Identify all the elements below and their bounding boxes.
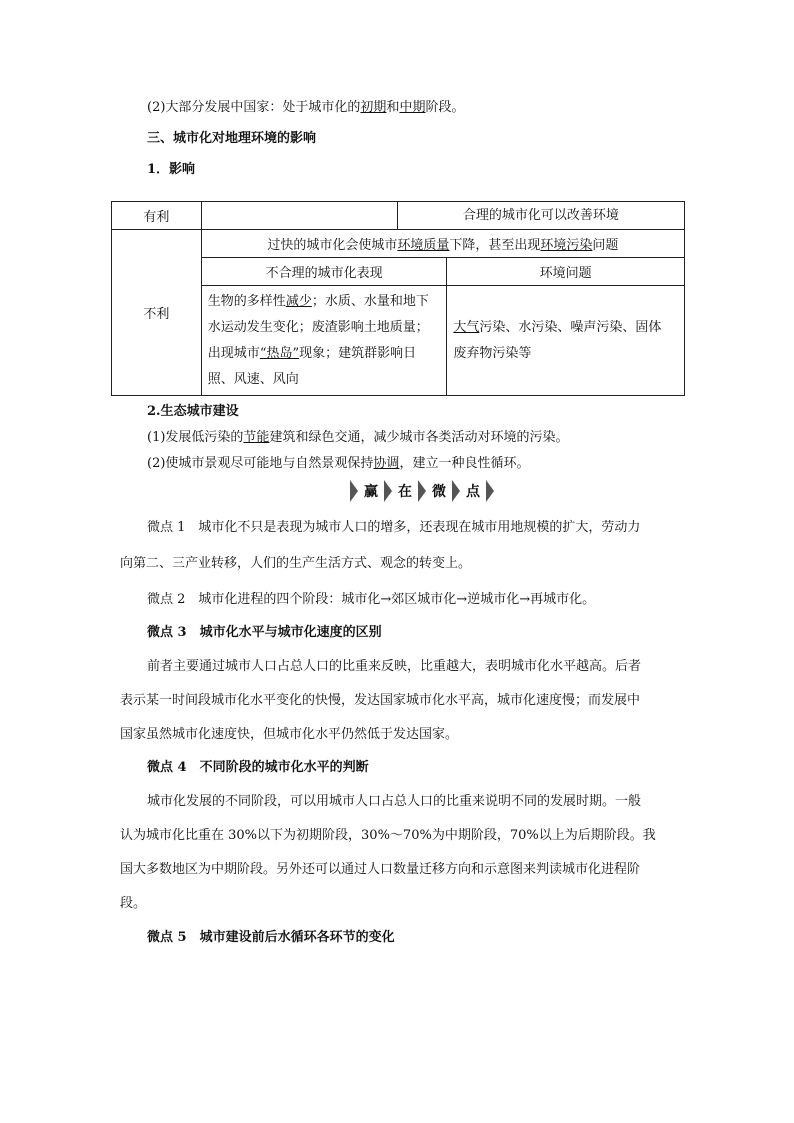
col-header-left: 不合理的城市化表现 <box>201 258 447 286</box>
col-header-right: 环境问题 <box>447 258 685 286</box>
text: (2)使城市景观尽可能地与自然景观保持 <box>147 456 374 471</box>
sub2-item2 <box>147 452 529 471</box>
banner-char: 微 <box>432 484 446 500</box>
point2: 微点 2 城市化进程的四个阶段：城市化→郊区城市化→逆城市化→再城市化。 <box>147 592 596 607</box>
banner-char: 点 <box>466 484 480 500</box>
point3-line2: 表示某一时间段城市化水平变化的快慢，发达国家城市化水平高，城市化速度慢；而发展中 <box>120 693 641 708</box>
text: 污染、水污染、噪声污染、固体 <box>479 319 662 335</box>
good-value: 合理的城市化可以改善环境 <box>462 208 619 223</box>
section3-heading: 三、城市化对地理环境的影响 <box>147 131 317 146</box>
chevron-icon <box>384 480 392 502</box>
point1-line2: 向第二、三产业转移，人们的生产生活方式、观念的转变上。 <box>120 556 472 571</box>
left-detail-cell <box>201 286 447 396</box>
text: 水运动发生变化；废渣影响土地质量； <box>207 319 429 335</box>
text: (1)发展低污染的 <box>147 430 244 445</box>
text: 阶段。 <box>425 100 465 115</box>
point4-line3: 国大多数地区为中期阶段。另外还可以通过人口数量迁移方向和示意图来判读城市化进程阶 <box>120 862 641 877</box>
text: ，建立一种良性循环。 <box>399 456 530 471</box>
section-banner <box>350 478 494 504</box>
point4-line4: 段。 <box>120 896 147 911</box>
table-row-good <box>112 202 685 230</box>
point3-line1: 前者主要通过城市人口占总人口的比重来反映，比重越大，表明城市化水平越高。后者 <box>147 659 642 674</box>
chevron-icon <box>350 480 358 502</box>
text: 出现城市 <box>207 345 260 361</box>
underlined-term: 大气 <box>453 319 480 335</box>
text: ；水质、水量和地下 <box>311 293 429 309</box>
impact-table <box>111 201 685 396</box>
point4-title: 微点 4 不同阶段的城市化水平的判断 <box>147 760 369 775</box>
text: (2)大部分发展中国家：处于城市化的 <box>147 100 361 115</box>
row-label-bad: 不利 <box>112 230 202 396</box>
point4-line2: 认为城市化比重在 30%以下为初期阶段，30%～70%为中期阶段，70%以上为后期阶段。我 <box>120 828 656 843</box>
underlined-term: 减少 <box>285 293 312 309</box>
underlined-term: 中期 <box>399 100 426 115</box>
banner-char: 在 <box>398 484 412 500</box>
text: 下降，甚至出现 <box>449 238 541 253</box>
underlined-term: 协调 <box>373 456 400 471</box>
good-value-cell <box>201 202 684 230</box>
text: 问题 <box>592 238 619 253</box>
subsection1-heading: 1．影响 <box>147 162 196 177</box>
underlined-term: 初期 <box>360 100 387 115</box>
sub2-item1 <box>147 426 568 445</box>
text: 生物的多样性 <box>207 293 286 309</box>
text: 废弃物污染等 <box>453 345 532 361</box>
underlined-term: “热岛” <box>259 345 300 361</box>
banner-char: 赢 <box>364 484 378 500</box>
point3-line3: 国家虽然城市化速度快，但城市化水平仍然低于发达国家。 <box>120 727 459 742</box>
chevron-icon <box>486 480 494 502</box>
point3-title: 微点 3 城市化水平与城市化速度的区别 <box>147 625 382 640</box>
text: 过快的城市化会使城市 <box>267 238 398 253</box>
text: 照、风速、风向 <box>207 371 299 387</box>
point5-title: 微点 5 城市建设前后水循环各环节的变化 <box>147 930 395 945</box>
chevron-icon <box>452 480 460 502</box>
text: 现象；建筑群影响日 <box>299 345 417 361</box>
underlined-term: 环境污染 <box>540 238 593 253</box>
right-detail-cell <box>447 286 685 396</box>
subsection2-heading: 2.生态城市建设 <box>147 404 239 419</box>
underlined-term: 节能 <box>243 430 270 445</box>
point4-line1: 城市化发展的不同阶段，可以用城市人口占总人口的比重来说明不同的发展时期。一般 <box>147 794 642 809</box>
section2-item2 <box>147 96 464 115</box>
bad-summary <box>201 230 684 258</box>
chevron-icon <box>418 480 426 502</box>
point1-line1: 微点 1 城市化不只是表现为城市人口的增多，还表现在城市用地规模的扩大，劳动力 <box>147 520 641 535</box>
underlined-term: 环境质量 <box>397 238 450 253</box>
text: 和 <box>386 100 400 115</box>
table-row-bad-summary <box>112 230 685 258</box>
row-label-good: 有利 <box>112 202 202 230</box>
text: 建筑和绿色交通，减少城市各类活动对环境的污染。 <box>269 430 569 445</box>
